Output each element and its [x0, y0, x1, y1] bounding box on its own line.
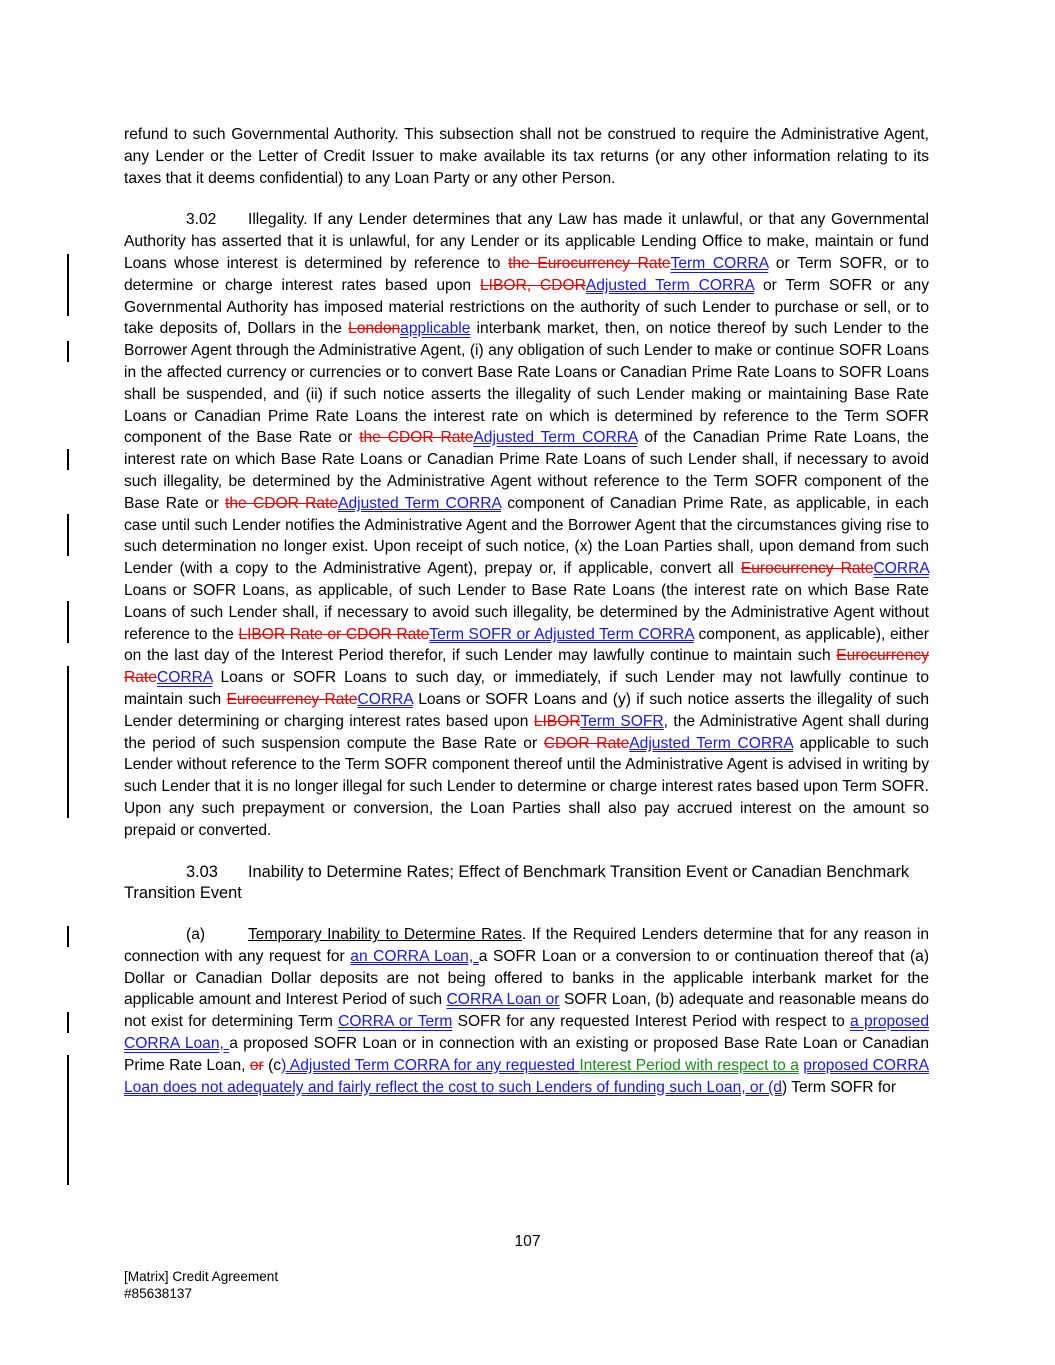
inserted-text: CORRA or Term	[338, 1013, 453, 1031]
section-title: Inability to Determine Rates; Effect of Benchmark Transition Event or Canadian Benchmark Transition Event	[124, 862, 910, 903]
change-bar	[67, 254, 69, 316]
deleted-text: Eurocurrency Rate	[124, 647, 929, 687]
body-text: interbank market, then, on notice thereof by such Lender to the Borrower Agent through the Administrative Agent, (i) any obligation of such Lender to make or continue SOFR Loans in the affected currency or currencies or to convert Base Rate Loans or Canadian Prime Rate Loans to SOFR Loans shall be suspended, and (ii) if such notice asserts the illegality of such Lender making or maintaining Base Rate Loans or Canadian Prime Rate Loans the interest rate on which is determined by reference to the Term SOFR component of the Base Rate or	[124, 320, 929, 447]
section-3-03-heading	[124, 862, 929, 906]
inserted-text: Adjusted Term CORRA	[338, 494, 502, 512]
body-text: or Term SOFR, or to determine or charge interest rates based upon	[124, 254, 930, 294]
deleted-text: the CDOR Rate	[225, 494, 339, 512]
inserted-text: CORRA Loan or	[446, 991, 560, 1009]
change-bar	[67, 601, 69, 643]
body-text: . If any Lender determines that any Law has made it unlawful, or that any Governmental Authority has asserted that it is unlawful, for any Lender or its applicable Lending Office to make, maintain or fund Loans whose interest is determined by reference to	[124, 211, 929, 272]
body-text: , the Administrative Agent shall during the period of such suspension compute the Base Rate or	[124, 712, 929, 752]
body-text: . If the Required Lenders determine that for any reason in connection with any request for	[124, 926, 929, 965]
inserted-text: ) Adjusted Term CORRA for any requested	[281, 1056, 580, 1074]
footer-doc-id: #85638137	[124, 1286, 193, 1301]
body-text: component of Canadian Prime Rate, as applicable, in each case until such Lender notifies the Administrative Agent and the Borrower Agent that the circumstances giving rise to such determination no longer exist. Upon receipt of such notice, (x) the Loan Parties shall, upon demand from such Lender (with a copy to the Administrative Agent), prepay or, if applicable, convert all	[124, 494, 929, 578]
body-text: applicable to such Lender without reference to the Term SOFR component thereof until the Administrative Agent is advised in writing by such Lender that it is no longer illegal for such Lender to determine or charge interest rates based upon Term SOFR. Upon any such prepayment or conversion, the Loan Parties shall also pay accrued interest on the amount so prepaid or converted.	[124, 734, 929, 839]
subsection-label: (a)	[186, 926, 206, 944]
inserted-text: CORRA	[873, 560, 929, 578]
section-number: 3.02	[186, 211, 217, 229]
section-3-03-a-body	[124, 926, 929, 1096]
inserted-text: Term CORRA	[670, 254, 769, 272]
inserted-text: Term SOFR or Adjusted Term CORRA	[429, 625, 694, 643]
deleted-text: LIBOR Rate or CDOR Rate	[238, 625, 430, 643]
page-number: 107	[514, 1233, 541, 1250]
deleted-text: London	[348, 320, 401, 338]
footer	[124, 1268, 278, 1302]
inserted-text: CORRA	[357, 690, 413, 708]
body-text: a proposed SOFR Loan or in connection with an existing or proposed Base Rate Loan or Canadian Prime Rate Loan,	[124, 1035, 929, 1074]
inserted-text: applicable	[400, 320, 471, 338]
change-bar	[67, 926, 69, 947]
deleted-text: the CDOR Rate	[359, 429, 474, 447]
body-text: or Term SOFR or any Governmental Authority has imposed material restrictions on the authority of such Lender to purchase or sell, or to take deposits of, Dollars in the	[124, 276, 929, 338]
document-body	[124, 124, 929, 1118]
body-text: SOFR Loan, (b) adequate and reasonable means do not exist for determining Term	[124, 991, 929, 1031]
inserted-text: an CORRA Loan,	[350, 947, 479, 965]
body-text: Loans or SOFR Loans and (y) if such notice asserts the illegality of such Lender determining or charging interest rates based upon	[124, 690, 929, 730]
moved-text: Interest Period with respect to a	[579, 1056, 799, 1074]
change-bar	[67, 449, 69, 470]
deleted-text: Eurocurrency Rate	[226, 690, 358, 708]
change-bar	[67, 514, 69, 556]
body-text: Loans or SOFR Loans, as applicable, of such Lender to Base Rate Loans (the interest rate on which Base Rate Loans of such Lender shall, if necessary to avoid such illegality, be determined by the Administrative Agent without reference to the	[124, 581, 929, 643]
deleted-text: CDOR Rate	[543, 734, 630, 752]
section-3-02	[124, 209, 929, 841]
deleted-text: LIBOR	[533, 712, 581, 730]
deleted-text: Eurocurrency Rate	[740, 560, 874, 578]
change-bar	[67, 341, 69, 362]
section-3-02-body	[124, 211, 929, 838]
deleted-text: or	[249, 1056, 264, 1074]
underlined-caption: Temporary Inability to Determine Rates	[248, 926, 522, 944]
inserted-text: Term SOFR	[580, 712, 664, 730]
section-3-03-a	[124, 924, 929, 1098]
change-bar	[67, 1055, 69, 1185]
body-text: (c	[263, 1056, 282, 1074]
inserted-text: Adjusted Term CORRA	[585, 276, 755, 294]
body-text: a SOFR Loan or a conversion to or continuation thereof that (a) Dollar or Canadian Dollar deposits are not being offered to banks in the applicable interbank market for the applicable amount and Interest Period of such	[124, 947, 930, 1009]
change-bar	[67, 666, 69, 818]
deleted-text: LIBOR, CDOR	[479, 276, 586, 294]
inserted-text: a proposed CORRA Loan,	[124, 1013, 930, 1053]
body-text: component, as applicable), either on the last day of the Interest Period therefor, if such Lender may lawfully continue to maintain such	[124, 625, 929, 665]
change-bar	[67, 1012, 69, 1033]
body-text: of the Canadian Prime Rate Loans, the interest rate on which Base Rate Loans or Canadian Prime Rate Loans of such Lender shall, if necessary to avoid such illegality, be determined by the Administrative Agent without reference to the Term SOFR component of the Base Rate or	[124, 429, 929, 512]
body-text: SOFR for any requested Interest Period with respect to	[452, 1013, 851, 1031]
footer-title: [Matrix] Credit Agreement	[124, 1269, 279, 1284]
inserted-text: CORRA	[156, 669, 213, 687]
inserted-text: Adjusted Term CORRA	[629, 734, 793, 752]
section-number: 3.03	[186, 862, 218, 881]
body-text: Loans or SOFR Loans to such day, or immediately, if such Lender may not lawfully continue to maintain such	[124, 669, 929, 708]
intro-paragraph: refund to such Governmental Authority. This subsection shall not be construed to require the Administrative Agent, any Lender or the Letter of Credit Issuer to make available its tax returns (or any other information relating to its taxes that it deems confidential) to any Loan Party or any other Person.	[124, 126, 929, 187]
deleted-text: the Eurocurrency Rate	[508, 254, 671, 272]
section-title: Illegality	[248, 211, 304, 229]
body-text: ) Term SOFR for	[781, 1078, 897, 1096]
inserted-text: Adjusted Term CORRA	[473, 429, 638, 447]
inserted-text: proposed CORRA Loan does not adequately and fairly reflect the cost to such Lenders of funding such Loan, or (d	[124, 1056, 929, 1096]
